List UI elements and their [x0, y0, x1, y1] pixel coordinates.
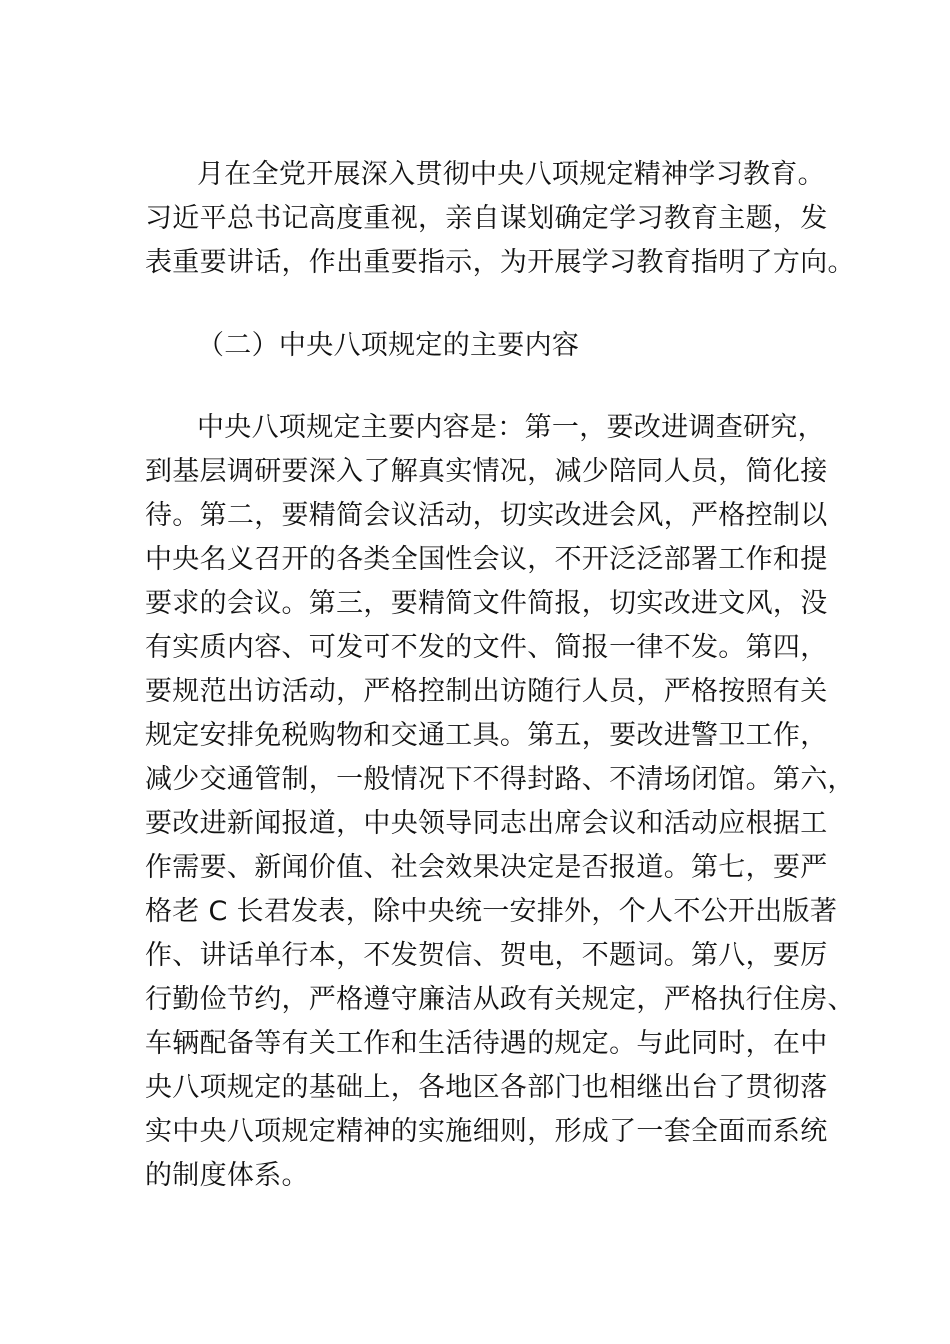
- paragraph-2-line-18: 的制度体系。: [145, 1160, 309, 1191]
- paragraph-2-line-15: 车辆配备等有关工作和生活待遇的规定。与此同时，在中: [145, 1028, 828, 1059]
- paragraph-2-line-4: 中央名义召开的各类全国性会议，不开泛泛部署工作和提: [145, 544, 828, 575]
- paragraph-2-line-10: 要改进新闻报道，中央领导同志出席会议和活动应根据工: [145, 808, 828, 839]
- paragraph-2-line-14: 行勤俭节约，严格遵守廉洁从政有关规定，严格执行住房、: [145, 984, 855, 1015]
- paragraph-2-line-16: 央八项规定的基础上，各地区各部门也相继出台了贯彻落: [145, 1072, 828, 1103]
- paragraph-2-line-11: 作需要、新闻价值、社会效果决定是否报道。第七，要严: [145, 852, 828, 883]
- paragraph-2-line-13: 作、讲话单行本，不发贺信、贺电，不题词。第八，要厉: [145, 940, 828, 971]
- section-heading: （二）中央八项规定的主要内容: [197, 330, 580, 361]
- paragraph-1-line-2: 习近平总书记高度重视，亲自谋划确定学习教育主题，发: [145, 203, 828, 234]
- paragraph-2-line-17: 实中央八项规定精神的实施细则，形成了一套全面而系统: [145, 1116, 828, 1147]
- paragraph-2-line-6: 有实质内容、可发可不发的文件、简报一律不发。第四，: [145, 632, 828, 663]
- paragraph-2-line-5: 要求的会议。第三，要精简文件简报，切实改进文风，没: [145, 588, 828, 619]
- paragraph-2-line-7: 要规范出访活动，严格控制出访随行人员，严格按照有关: [145, 676, 828, 707]
- paragraph-2-line-8: 规定安排免税购物和交通工具。第五，要改进警卫工作，: [145, 720, 828, 751]
- paragraph-2-line-12: 格老 C 长君发表，除中央统一安排外，个人不公开出版著: [145, 896, 838, 927]
- paragraph-2-line-2: 到基层调研要深入了解真实情况，减少陪同人员，简化接: [145, 456, 828, 487]
- paragraph-1-line-3: 表重要讲话，作出重要指示，为开展学习教育指明了方向。: [145, 247, 855, 278]
- paragraph-2-line-3: 待。第二，要精简会议活动，切实改进会风，严格控制以: [145, 500, 828, 531]
- paragraph-2-line-9: 减少交通管制，一般情况下不得封路、不清场闭馆。第六，: [145, 764, 855, 795]
- paragraph-1-line-1: 月在全党开展深入贯彻中央八项规定精神学习教育。: [197, 159, 825, 190]
- paragraph-2-line-1: 中央八项规定主要内容是：第一，要改进调查研究，: [197, 412, 825, 443]
